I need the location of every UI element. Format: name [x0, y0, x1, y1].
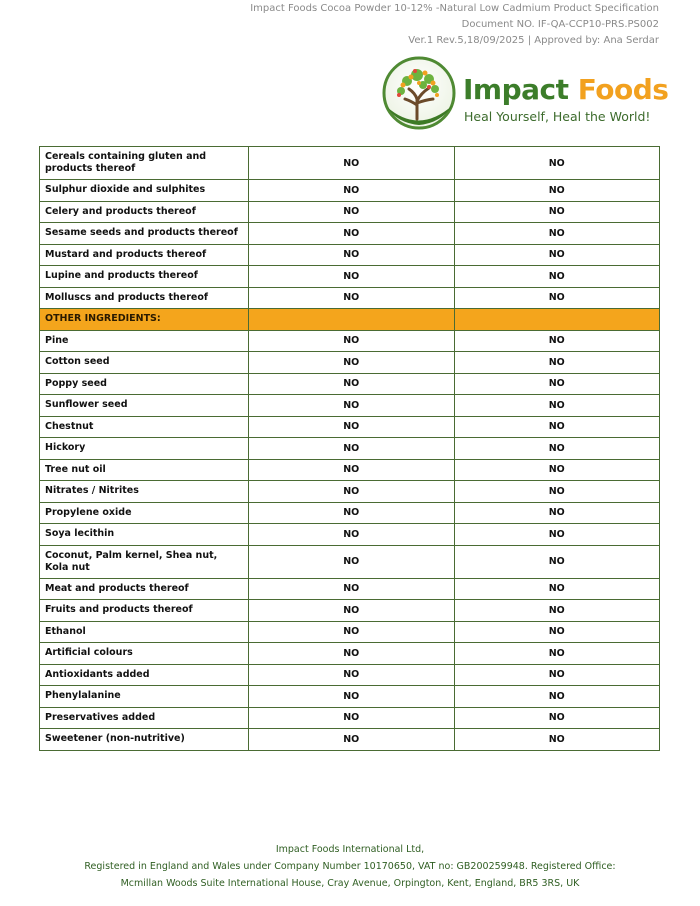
ingredient-name-cell: Chestnut [40, 416, 249, 438]
ingredient-name-cell: Cereals containing gluten and products thereof [40, 147, 249, 180]
brand-name [463, 73, 668, 106]
table-row [40, 729, 660, 751]
cross-contamination-cell: NO [454, 373, 660, 395]
version-approval: Ver.1 Rev.5,18/09/2025 | Approved by: Ana Serdar [408, 35, 659, 46]
ingredient-name-cell: Poppy seed [40, 373, 249, 395]
cross-contamination-cell: NO [454, 729, 660, 751]
ingredient-name-cell: Sesame seeds and products thereof [40, 223, 249, 245]
presence-cell: NO [249, 266, 455, 288]
cross-contamination-cell: NO [454, 621, 660, 643]
cross-contamination-cell: NO [454, 545, 660, 578]
registered-address: Mcmillan Woods Suite International House, Cray Avenue, Orpington, Kent, England, BR5 3RS, UK [120, 878, 580, 889]
company-logo [381, 55, 669, 135]
table-row [40, 395, 660, 417]
allergen-table-body [40, 147, 660, 751]
table-row [40, 147, 660, 180]
ingredient-name-cell: Ethanol [40, 621, 249, 643]
table-row [40, 686, 660, 708]
cross-contamination-cell: NO [454, 438, 660, 460]
ingredient-name-cell: Preservatives added [40, 707, 249, 729]
cross-contamination-cell: NO [454, 686, 660, 708]
table-row [40, 223, 660, 245]
cross-contamination-cell: NO [454, 643, 660, 665]
presence-cell [249, 309, 455, 331]
presence-cell: NO [249, 180, 455, 202]
cross-contamination-cell: NO [454, 459, 660, 481]
brand-tagline: Heal Yourself, Heal the World! [464, 109, 651, 124]
cross-contamination-cell: NO [454, 664, 660, 686]
ingredient-name-cell: Celery and products thereof [40, 201, 249, 223]
ingredient-name-cell: OTHER INGREDIENTS: [40, 309, 249, 331]
cross-contamination-cell: NO [454, 707, 660, 729]
presence-cell: NO [249, 373, 455, 395]
cross-contamination-cell: NO [454, 524, 660, 546]
brand-name-part1: Impact [463, 73, 569, 106]
cross-contamination-cell: NO [454, 502, 660, 524]
presence-cell: NO [249, 578, 455, 600]
presence-cell: NO [249, 352, 455, 374]
table-row [40, 373, 660, 395]
presence-cell: NO [249, 481, 455, 503]
table-row [40, 481, 660, 503]
cross-contamination-cell: NO [454, 600, 660, 622]
ingredient-name-cell: Hickory [40, 438, 249, 460]
presence-cell: NO [249, 707, 455, 729]
table-row [40, 545, 660, 578]
spec-title: Impact Foods Cocoa Powder 10-12% -Natural Low Cadmium Product Specification [250, 3, 659, 14]
ingredient-name-cell: Tree nut oil [40, 459, 249, 481]
ingredient-name-cell: Nitrates / Nitrites [40, 481, 249, 503]
table-row [40, 244, 660, 266]
section-header-row [40, 309, 660, 331]
brand-name-part2: Foods [577, 73, 669, 106]
cross-contamination-cell: NO [454, 287, 660, 309]
ingredient-name-cell: Meat and products thereof [40, 578, 249, 600]
presence-cell: NO [249, 664, 455, 686]
presence-cell: NO [249, 287, 455, 309]
cross-contamination-cell: NO [454, 180, 660, 202]
allergen-table [39, 146, 660, 751]
company-name: Impact Foods International Ltd, [275, 844, 425, 855]
ingredient-name-cell: Antioxidants added [40, 664, 249, 686]
ingredient-name-cell: Molluscs and products thereof [40, 287, 249, 309]
ingredient-name-cell: Soya lecithin [40, 524, 249, 546]
cross-contamination-cell: NO [454, 266, 660, 288]
cross-contamination-cell: NO [454, 481, 660, 503]
table-row [40, 266, 660, 288]
ingredient-name-cell: Cotton seed [40, 352, 249, 374]
presence-cell: NO [249, 502, 455, 524]
table-row [40, 201, 660, 223]
ingredient-name-cell: Propylene oxide [40, 502, 249, 524]
table-row [40, 600, 660, 622]
table-row [40, 459, 660, 481]
table-row [40, 621, 660, 643]
ingredient-name-cell: Sulphur dioxide and sulphites [40, 180, 249, 202]
presence-cell: NO [249, 459, 455, 481]
cross-contamination-cell: NO [454, 578, 660, 600]
ingredient-name-cell: Coconut, Palm kernel, Shea nut, Kola nut [40, 545, 249, 578]
cross-contamination-cell: NO [454, 147, 660, 180]
document-number: Document NO. IF-QA-CCP10-PRS.PS002 [461, 19, 659, 30]
ingredient-name-cell: Fruits and products thereof [40, 600, 249, 622]
presence-cell: NO [249, 223, 455, 245]
ingredient-name-cell: Sunflower seed [40, 395, 249, 417]
table-row [40, 524, 660, 546]
ingredient-name-cell: Pine [40, 330, 249, 352]
ingredient-name-cell: Phenylalanine [40, 686, 249, 708]
registration-info: Registered in England and Wales under Company Number 10170650, VAT no: GB200259948. Registered Office: [84, 861, 616, 872]
table-row [40, 502, 660, 524]
table-row [40, 664, 660, 686]
ingredient-name-cell: Sweetener (non-nutritive) [40, 729, 249, 751]
table-row [40, 438, 660, 460]
ingredient-name-cell: Artificial colours [40, 643, 249, 665]
table-row [40, 416, 660, 438]
presence-cell: NO [249, 244, 455, 266]
table-row [40, 330, 660, 352]
presence-cell: NO [249, 621, 455, 643]
ingredient-name-cell: Lupine and products thereof [40, 266, 249, 288]
cross-contamination-cell: NO [454, 223, 660, 245]
cross-contamination-cell [454, 309, 660, 331]
presence-cell: NO [249, 686, 455, 708]
presence-cell: NO [249, 600, 455, 622]
table-row [40, 707, 660, 729]
presence-cell: NO [249, 416, 455, 438]
page-footer [0, 841, 700, 892]
presence-cell: NO [249, 438, 455, 460]
cross-contamination-cell: NO [454, 395, 660, 417]
document-header [250, 1, 659, 49]
cross-contamination-cell: NO [454, 330, 660, 352]
table-row [40, 643, 660, 665]
presence-cell: NO [249, 395, 455, 417]
presence-cell: NO [249, 545, 455, 578]
presence-cell: NO [249, 524, 455, 546]
ingredient-name-cell: Mustard and products thereof [40, 244, 249, 266]
table-row [40, 352, 660, 374]
cross-contamination-cell: NO [454, 416, 660, 438]
table-row [40, 287, 660, 309]
presence-cell: NO [249, 643, 455, 665]
tree-logo-icon [381, 55, 461, 135]
cross-contamination-cell: NO [454, 244, 660, 266]
cross-contamination-cell: NO [454, 201, 660, 223]
cross-contamination-cell: NO [454, 352, 660, 374]
presence-cell: NO [249, 201, 455, 223]
presence-cell: NO [249, 330, 455, 352]
presence-cell: NO [249, 147, 455, 180]
presence-cell: NO [249, 729, 455, 751]
table-row [40, 578, 660, 600]
table-row [40, 180, 660, 202]
